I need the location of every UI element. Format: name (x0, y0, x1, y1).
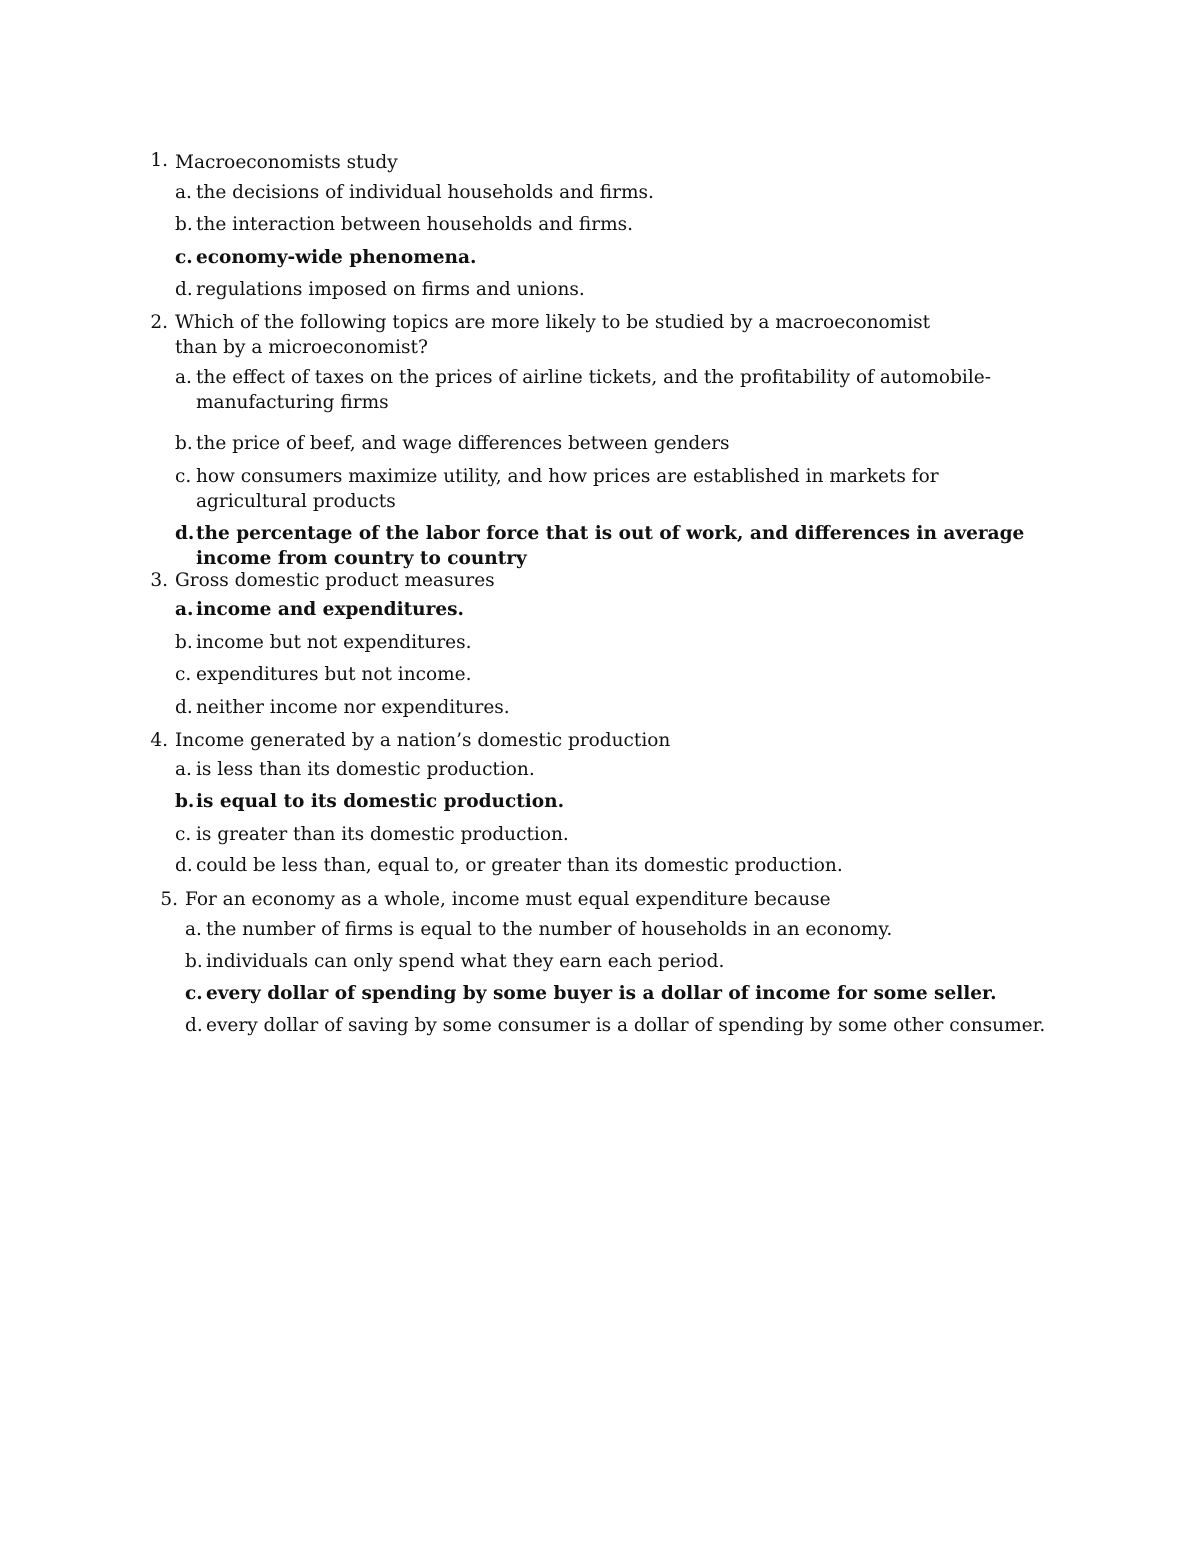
option-letter: b. (185, 951, 203, 972)
option-text: every dollar of saving by some consumer is a dollar of spending by some other consumer. (206, 1015, 1046, 1036)
option-letter: c. (175, 466, 192, 487)
question-number: 3. (150, 570, 168, 591)
option-letter: a. (175, 367, 192, 388)
option-letter: c. (175, 664, 192, 685)
question-stem: Which of the following topics are more likely to be studied by a macroeconomist than by a microeconomist? (175, 312, 931, 358)
question-number: 2. (150, 312, 168, 333)
option-text: the effect of taxes on the prices of airline tickets, and the profitability of automobile-manufacturing firms (196, 367, 991, 413)
option-text: is less than its domestic production. (196, 759, 535, 780)
option-letter: c. (175, 824, 192, 845)
option-text: income but not expenditures. (196, 632, 472, 653)
option-text: is equal to its domestic production. (196, 791, 565, 812)
question-stem: For an economy as a whole, income must equal expenditure because (185, 889, 831, 910)
option-letter: b. (175, 791, 195, 812)
option-text: neither income nor expenditures. (196, 697, 510, 718)
option-letter: a. (175, 599, 194, 620)
question-number: 1. (150, 150, 168, 171)
option-letter: c. (185, 983, 203, 1004)
option-letter: a. (175, 759, 192, 780)
option-text: income and expenditures. (196, 599, 464, 620)
option-text: the percentage of the labor force that is out of work, and differences in average income from country to country (196, 523, 1025, 569)
question-stem: Income generated by a nation’s domestic production (175, 730, 671, 751)
option-text: the number of firms is equal to the number of households in an economy. (206, 919, 893, 940)
option-text: how consumers maximize utility, and how prices are established in markets for agricultural products (196, 466, 939, 512)
question-number: 4. (150, 730, 168, 751)
option-text: the decisions of individual households and firms. (196, 182, 654, 203)
option-letter: d. (175, 279, 193, 300)
option-letter: d. (175, 855, 193, 876)
option-letter: b. (175, 632, 193, 653)
option-text: the price of beef, and wage differences between genders (196, 433, 730, 454)
option-text: could be less than, equal to, or greater than its domestic production. (196, 855, 843, 876)
option-text: the interaction between households and firms. (196, 214, 634, 235)
option-letter: b. (175, 214, 193, 235)
option-letter: a. (185, 919, 202, 940)
question-number: 5. (160, 889, 178, 910)
option-text: every dollar of spending by some buyer is a dollar of income for some seller. (206, 983, 997, 1004)
option-letter: d. (175, 697, 193, 718)
option-text: economy-wide phenomena. (196, 247, 477, 268)
option-letter: d. (185, 1015, 203, 1036)
option-letter: a. (175, 182, 192, 203)
option-text: is greater than its domestic production. (196, 824, 569, 845)
question-stem: Gross domestic product measures (175, 570, 495, 591)
option-text: expenditures but not income. (196, 664, 472, 685)
option-letter: c. (175, 247, 193, 268)
option-text: regulations imposed on firms and unions. (196, 279, 585, 300)
option-text: individuals can only spend what they earn each period. (206, 951, 725, 972)
option-letter: d. (175, 523, 195, 544)
question-stem: Macroeconomists study (175, 152, 398, 173)
option-letter: b. (175, 433, 193, 454)
